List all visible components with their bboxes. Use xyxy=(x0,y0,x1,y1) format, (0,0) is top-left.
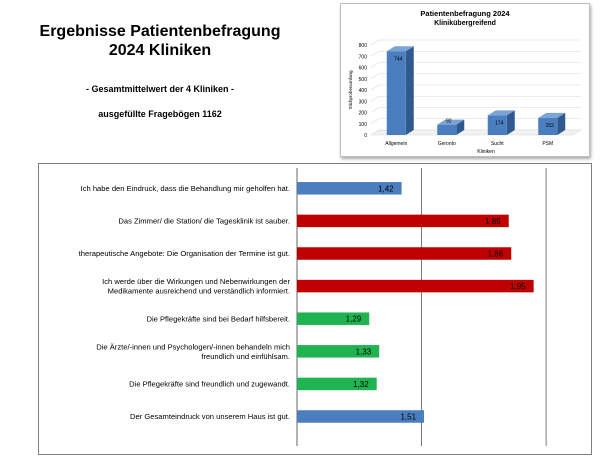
inset-y-tick-label: 300 xyxy=(358,99,367,106)
value-label: 1,29 xyxy=(345,314,362,324)
title-line-1: Ergebnisse Patientenbefragung xyxy=(39,23,281,40)
inset-y-tick-label: 600 xyxy=(358,65,367,72)
row-label xyxy=(96,342,290,361)
subtitle: - Gesamtmittelwert der 4 Kliniken - xyxy=(85,84,235,94)
inset-bar xyxy=(437,125,456,135)
inset-x-tick-label: Allgemein xyxy=(385,141,408,147)
value-label: 1,33 xyxy=(355,347,372,357)
inset-chart-title: Patientenbefragung 2024 xyxy=(420,9,510,18)
bar xyxy=(297,215,509,228)
value-label: 1,85 xyxy=(485,216,501,226)
inset-gridline xyxy=(371,63,379,68)
row-label-line: freundlich und einfühlsam. xyxy=(201,351,290,361)
row-label xyxy=(146,314,290,323)
row-label xyxy=(118,217,290,226)
value-label: 1,51 xyxy=(400,412,417,422)
value-label: 1,42 xyxy=(378,184,394,194)
inset-bar-value-label: 744 xyxy=(394,56,403,63)
value-label: 1,95 xyxy=(510,282,526,292)
value-label: 1,32 xyxy=(353,379,369,389)
inset-gridline xyxy=(371,108,379,113)
inset-y-tick-label: 400 xyxy=(358,88,367,94)
inset-x-tick-label: PSM xyxy=(542,141,554,147)
inset-y-tick-label: 700 xyxy=(358,54,367,61)
inset-y-tick-label: 0 xyxy=(364,133,367,139)
header xyxy=(20,22,300,119)
main-chart xyxy=(39,164,591,454)
bar xyxy=(297,280,534,293)
value-label: 1,86 xyxy=(487,249,504,259)
row-label-line: Der Gesamteindruck von unserem Haus ist gut. xyxy=(130,412,290,422)
inset-gridline xyxy=(371,51,379,56)
row-label-line: therapeutische Angebote: Die Organisation der Termine ist gut. xyxy=(78,249,290,259)
inset-x-axis-label: Kliniken xyxy=(477,149,495,155)
row-label-line: Die Ärzte/-innen und Psychologen/-innen behandeln mich xyxy=(96,342,290,352)
inset-gridline xyxy=(371,74,379,79)
row-label xyxy=(81,184,290,193)
inset-gridline xyxy=(371,85,379,90)
inset-bar-value-label: 152 xyxy=(545,122,554,129)
inset-bar xyxy=(387,51,406,135)
row-label xyxy=(102,277,290,296)
row-label-line: Das Zimmer/ die Station/ die Tagesklinik ist sauber. xyxy=(118,216,290,226)
row-label-line: Medikamente ausreichend und verständlich informiert. xyxy=(107,286,290,296)
inset-chart-panel xyxy=(340,3,590,157)
inset-chart xyxy=(341,4,589,156)
inset-gridline xyxy=(371,40,379,45)
questionnaire-count: ausgefüllte Fragebögen 1162 xyxy=(98,109,222,119)
row-label-line: Die Pflegekräfte sind bei Bedarf hilfsbereit. xyxy=(146,314,290,324)
inset-y-tick-label: 200 xyxy=(358,110,367,117)
inset-x-tick-label: Sucht xyxy=(490,141,504,147)
inset-y-axis-label: Stichprobenumfang xyxy=(348,70,353,110)
row-label xyxy=(129,380,290,389)
title-line-2: 2024 Kliniken xyxy=(108,42,212,59)
inset-y-tick-label: 500 xyxy=(358,76,367,83)
inset-bar-side xyxy=(406,46,414,135)
inset-chart-subtitle: Klinikübergreifend xyxy=(434,20,496,27)
inset-gridline xyxy=(371,119,379,124)
row-label xyxy=(79,249,290,258)
bar xyxy=(297,247,511,260)
row-label xyxy=(130,412,290,421)
row-label-line: Ich werde über die Wirkungen und Nebenwirkungen der xyxy=(102,277,290,287)
row-label-line: Ich habe den Eindruck, dass die Behandlung mir geholfen hat. xyxy=(80,184,290,193)
inset-bar-value-label: 174 xyxy=(495,120,504,127)
inset-x-tick-label: Geronto xyxy=(437,141,456,147)
inset-gridline xyxy=(371,96,379,101)
inset-y-tick-label: 100 xyxy=(358,121,367,128)
inset-y-tick-label: 800 xyxy=(358,43,367,49)
row-label-line: Die Pflegekräfte sind freundlich und zugewandt. xyxy=(129,379,290,389)
inset-bar-value-label: 92 xyxy=(445,118,452,125)
main-chart-panel xyxy=(38,163,592,455)
